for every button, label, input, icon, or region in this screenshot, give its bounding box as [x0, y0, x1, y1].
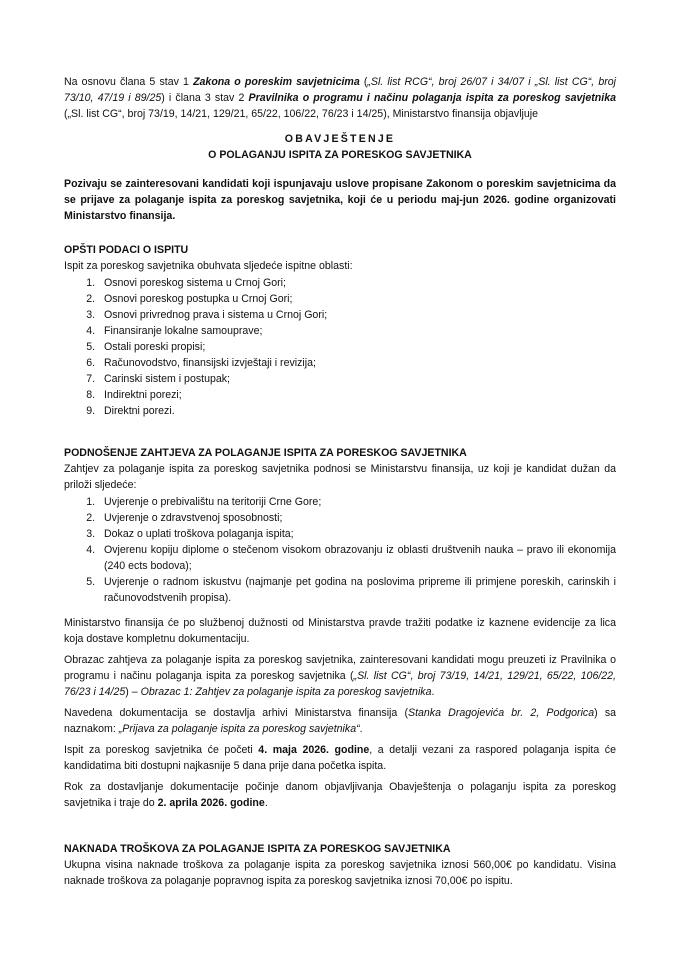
list-item: 3. Dokaz o uplati troškova polaganja ispita;	[98, 526, 616, 542]
document-page	[64, 74, 616, 889]
title-line-2: O POLAGANJU ISPITA ZA PORESKOG SAVJETNIKA	[208, 149, 472, 161]
intro-text: („Sl. list CG“, broj 73/19, 14/21, 129/21, 65/22, 106/22, 76/23 i 14/25), Ministarstvo finansija objavljuje	[64, 108, 539, 120]
list-item: 9. Direktni porezi.	[98, 403, 616, 419]
text: .	[359, 723, 363, 735]
list-item: 1. Osnovi poreskog sistema u Crnoj Gori;	[98, 275, 616, 291]
list-item: 5. Uvjerenje o radnom iskustvu (najmanje pet godina na poslovima pripreme ili primjene poreskih, carinskih i računovodstvenih propisa).	[98, 574, 616, 606]
start-date: 4. maja 2026. godine	[258, 744, 370, 756]
intro-text: (	[359, 76, 368, 88]
fee-paragraph: Ukupna visina naknade troškova za polaganje ispita za poreskog savjetnika iznosi 560,00€ po kandidatu. Visina naknade troškova za polaganje popravnog ispita za poreskog savjetnika iznosi 70,00€ po ispitu.	[64, 859, 616, 887]
intro-paragraph	[64, 74, 616, 122]
form-paragraph	[64, 652, 616, 700]
ministry-paragraph: Ministarstvo finansija će po službenoj dužnosti od Ministarstva pravde tražiti podatke iz kaznene evidencije za lica koja dostave kompletnu dokumentaciju.	[64, 617, 616, 645]
general-heading: OPŠTI PODACI O ISPITU	[64, 244, 189, 256]
text: , a detalji vezani za raspored polaganja ispita će kandidatima biti dostupni najkasnije 5 dana prije dana početka ispita.	[64, 744, 616, 772]
deadline-date: 2. aprila 2026. godine	[157, 797, 265, 809]
text: .	[431, 686, 435, 698]
list-item: 2. Osnovi poreskog postupka u Crnoj Gori;	[98, 291, 616, 307]
start-paragraph	[64, 742, 616, 774]
intro-text: Na osnovu člana 5 stav 1	[64, 76, 194, 88]
list-item: 5. Ostali poreski propisi;	[98, 339, 616, 355]
list-item: 8. Indirektni porezi;	[98, 387, 616, 403]
rulebook-title: Pravilnika o programu i načinu polaganja ispita za poreskog savjetnika	[248, 92, 616, 104]
text: Ispit za poreskog savjetnika će početi	[64, 744, 259, 756]
text: .	[264, 797, 268, 809]
list-item: 4. Ovjerenu kopiju diplome o stečenom visokom obrazovanju iz oblasti društvenih nauka – pravo ili ekonomija (240 ects bodova);	[98, 542, 616, 574]
general-intro: Ispit za poreskog savjetnika obuhvata sljedeće ispitne oblasti:	[64, 260, 353, 272]
list-item: 2. Uvjerenje o zdravstvenoj sposobnosti;	[98, 510, 616, 526]
law-title: Zakona o poreskim savjetnicima	[193, 76, 360, 88]
text: ) sa naznakom:	[64, 707, 617, 735]
archive-paragraph	[64, 705, 616, 737]
notice-title	[64, 131, 616, 163]
list-item: 6. Računovodstvo, finansijski izvještaji i revizija;	[98, 355, 616, 371]
gazette-reference: „Sl. list CG“, broj 73/19, 14/21, 129/21, 65/22, 106/22, 76/23 i 14/25	[64, 670, 617, 698]
list-item: 3. Osnovi privrednog prava i sistema u Crnoj Gori;	[98, 307, 616, 323]
list-item: 7. Carinski sistem i postupak;	[98, 371, 616, 387]
fee-heading: NAKNADA TROŠKOVA ZA POLAGANJE ISPITA ZA PORESKOG SAVJETNIKA	[64, 843, 451, 855]
address: Stanka Dragojevića br. 2, Podgorica	[408, 707, 595, 719]
text: Obrazac zahtjeva za polaganje ispita za poreskog savjetnika, zainteresovani kandidati mogu preuzeti iz Pravilnika o programu i načinu polaganja ispita za poreskog savjetnika (	[64, 654, 616, 682]
list-item: 1. Uvjerenje o prebivalištu na teritoriji Crne Gore;	[98, 494, 616, 510]
deadline-paragraph	[64, 779, 616, 811]
gazette-reference: „Sl. list RCG“, broj 26/07 i 34/07 i „Sl. list CG“, broj 73/10, 47/19 i 89/25	[64, 76, 617, 104]
text: Rok za dostavljanje dokumentacije počinje danom objavljivanja Obavještenja o polaganju ispita za poreskog savjetnika i traje do	[64, 781, 616, 809]
title-line-1: OBAVJEŠTENJE	[284, 133, 396, 145]
intro-text: ) i člana 3 stav 2	[161, 92, 249, 104]
exam-areas-list	[64, 275, 616, 419]
text: Navedena dokumentacija se dostavlja arhivi Ministarstva finansija (	[64, 707, 409, 719]
label-note: „Prijava za polaganje ispita za poreskog savjetnika“	[118, 723, 360, 735]
list-item: 4. Finansiranje lokalne samouprave;	[98, 323, 616, 339]
form-name: Obrazac 1: Zahtjev za polaganje ispita za poreskog savjetnika	[140, 686, 432, 698]
application-intro: Zahtjev za polaganje ispita za poreskog savjetnika podnosi se Ministarstvu finansija, uz koji je kandidat dužan da priloži sljedeće:	[64, 463, 616, 491]
application-heading: PODNOŠENJE ZAHTJEVA ZA POLAGANJE ISPITA ZA PORESKOG SAVJETNIKA	[64, 447, 467, 459]
required-documents-list	[64, 494, 616, 606]
lead-paragraph: Pozivaju se zainteresovani kandidati koji ispunjavaju uslove propisane Zakonom o poreskim savjetnicima da se prijave za polaganje ispita za poreskog savjetnika, koji će u periodu maj-jun 2026. godine organizovati Ministarstvo finansija.	[64, 178, 616, 222]
text: ) –	[125, 686, 141, 698]
